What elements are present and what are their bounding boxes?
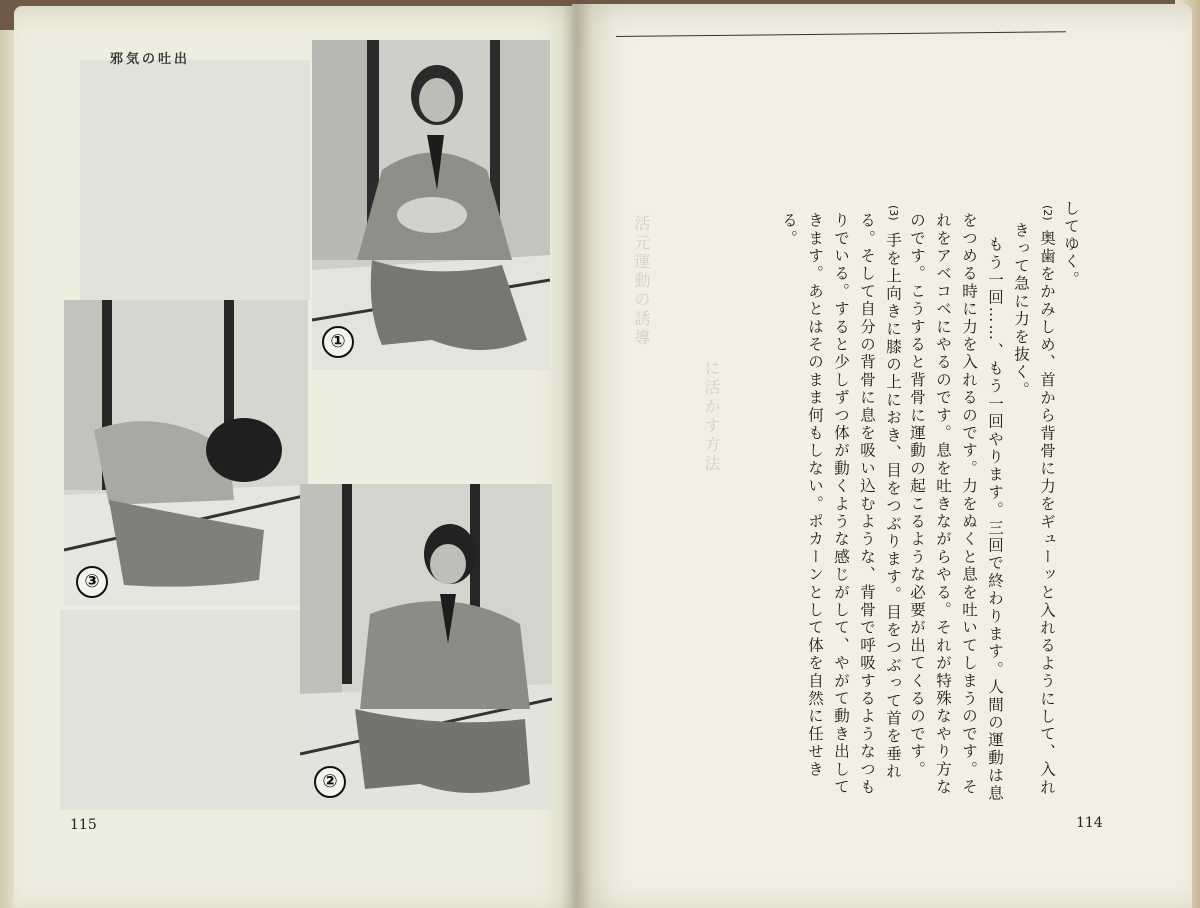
bleed-through-area bbox=[80, 60, 310, 300]
bleed-through-text: 活元運動の誘導 bbox=[632, 215, 651, 348]
text-line: れをアベコベにやるのです。息を吐きながらやる。それが特殊なやり方な bbox=[934, 212, 952, 797]
figure-number-badge: ② bbox=[314, 766, 346, 798]
text-line: をつめる時に力を入れるのです。力をぬくと息を吐いてしまうのです。そ bbox=[960, 212, 978, 797]
text-line: 手を上向きに膝の上におき、目をつぶります。目をつぶって首を垂れ bbox=[884, 232, 902, 781]
text-line: もう一回……、もう一回やります。三回で終わります。人間の運動は息 bbox=[986, 236, 1004, 803]
text-line: 奥歯をかみしめ、首から背骨に力をギューッと入れるようにして、入れ bbox=[1038, 230, 1056, 797]
text-line: る。そして自分の背骨に息を吸い込むような、背骨で呼吸するようなつも bbox=[858, 212, 876, 797]
text-line: る。 bbox=[780, 212, 798, 248]
text-line: のです。こうすると背骨に運動の起こるような必要が出てくるのです。 bbox=[908, 212, 926, 779]
section-label: 邪気の吐出 bbox=[110, 52, 191, 67]
figure-number-badge: ① bbox=[322, 326, 354, 358]
photo-figure-1 bbox=[312, 40, 550, 370]
text-line: きます。あとはそのまま何もしない。ポカーンとして体を自然に任せき bbox=[806, 212, 824, 779]
bleed-through-text: に活かす方法 bbox=[702, 360, 721, 474]
paragraph-marker: (2) bbox=[1041, 205, 1054, 221]
text-line: りでいる。すると少しずつ体が動くような感じがして、やがて動き出して bbox=[832, 212, 850, 797]
page-number-right: 114 bbox=[1076, 815, 1103, 831]
bleed-through-area bbox=[60, 610, 300, 810]
page-number-left: 115 bbox=[70, 817, 97, 833]
kneeling-man-bent-forward-photo bbox=[64, 300, 308, 606]
text-line: きって急に力を抜く。 bbox=[1012, 222, 1030, 399]
photo-figure-2 bbox=[300, 484, 552, 810]
text-line: してゆく。 bbox=[1062, 200, 1080, 289]
photo-figure-3 bbox=[64, 300, 308, 606]
kneeling-man-hands-on-chest-photo bbox=[300, 484, 552, 810]
figure-number-badge: ③ bbox=[76, 566, 108, 598]
kneeling-man-head-back-photo bbox=[312, 40, 550, 370]
book-gutter bbox=[562, 0, 592, 908]
paragraph-marker: (3) bbox=[887, 205, 900, 221]
